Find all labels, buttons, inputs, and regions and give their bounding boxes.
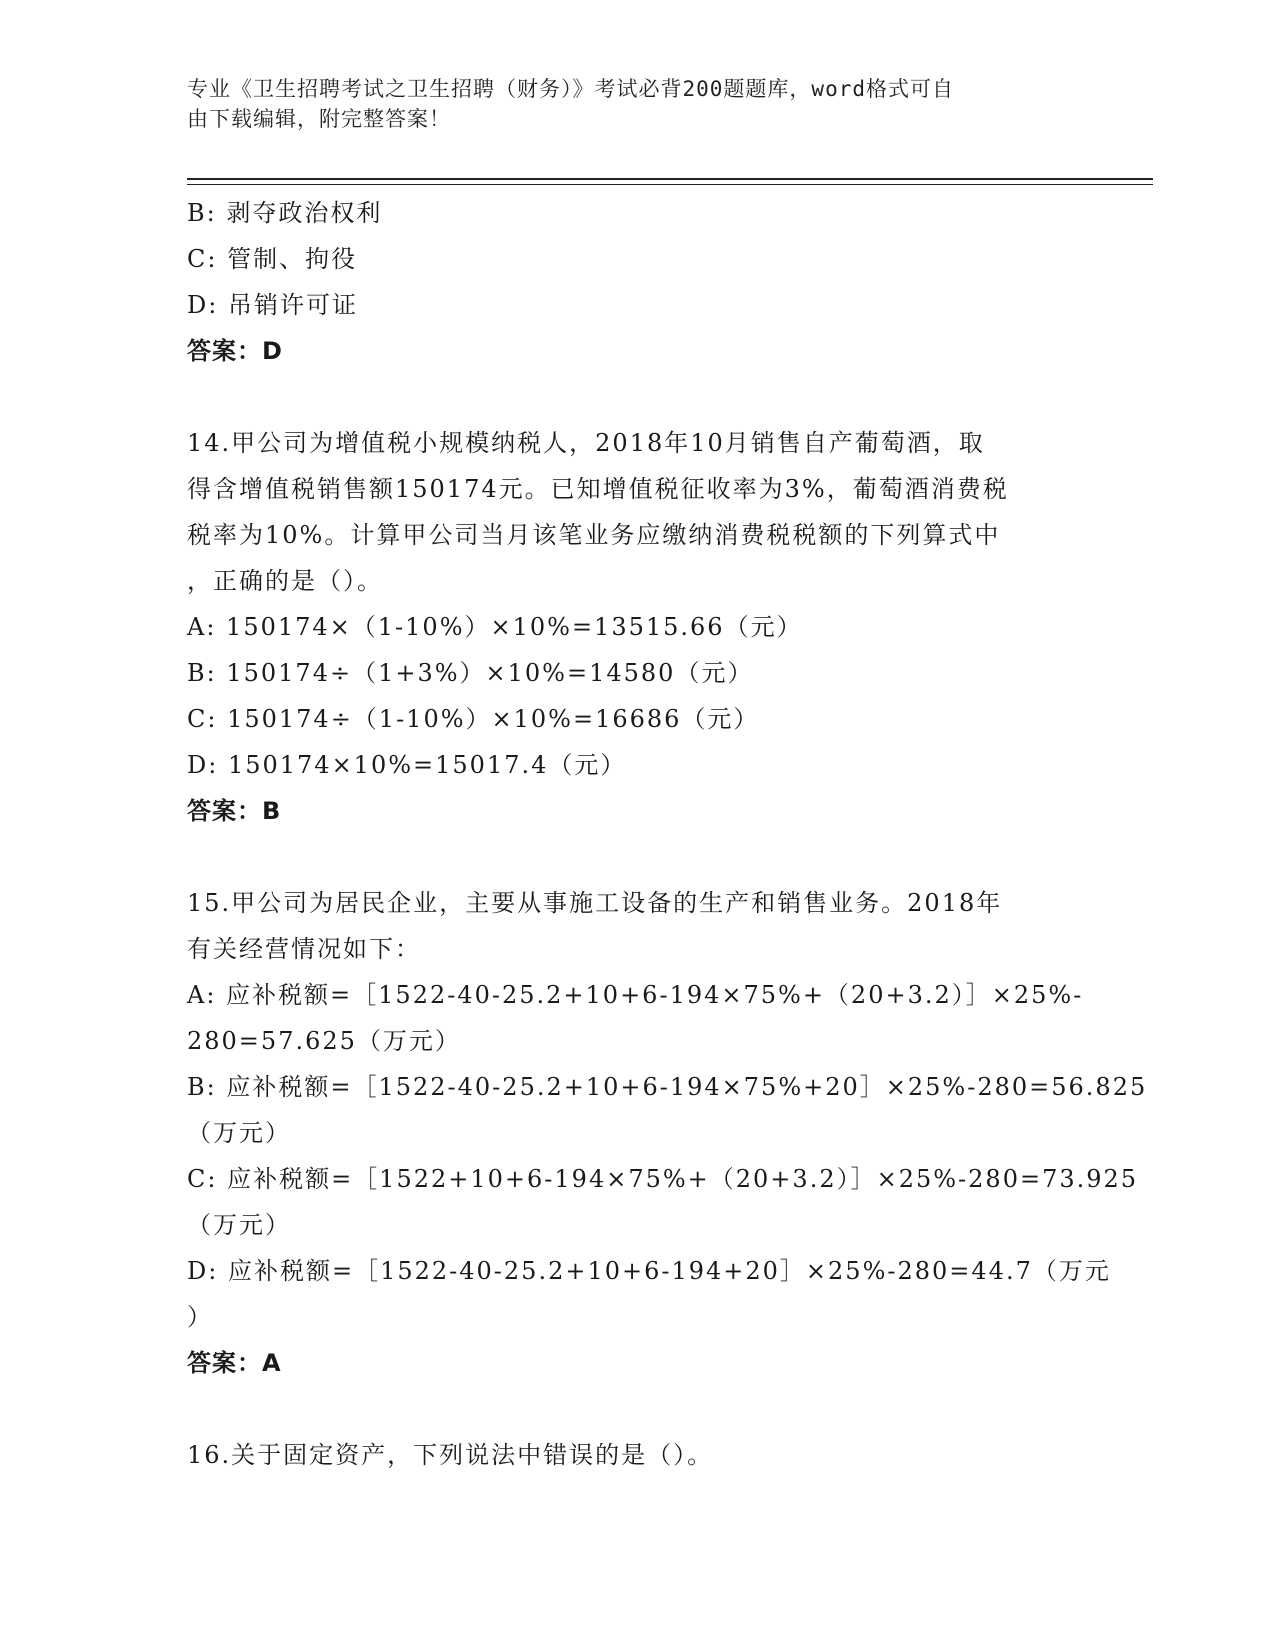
option-b: B: 150174÷（1+3%）×10%=14580（元） xyxy=(187,659,754,687)
answer: 答案：A xyxy=(187,1349,282,1377)
header-divider-thin xyxy=(187,184,1153,185)
question-stem-line: 得含增值税销售额150174元。已知增值税征收率为3%，葡萄酒消费税 xyxy=(187,475,1009,503)
option-a: A: 150174×（1-10%）×10%=13515.66（元） xyxy=(187,613,803,641)
header-line-1: 专业《卫生招聘考试之卫生招聘（财务）》考试必背200题题库，word格式可自 xyxy=(187,77,954,101)
question-stem-line: 16.关于固定资产，下列说法中错误的是（）。 xyxy=(187,1441,714,1469)
option-b: B: 剥夺政治权利 xyxy=(187,199,383,227)
header-divider-thick xyxy=(187,178,1153,180)
question-stem-line: 有关经营情况如下： xyxy=(187,935,421,963)
question-stem-line: 15.甲公司为居民企业，主要从事施工设备的生产和销售业务。2018年 xyxy=(187,889,1003,917)
document-body xyxy=(187,190,1148,1478)
answer: 答案：D xyxy=(187,337,283,365)
document-header xyxy=(187,74,1067,134)
option-a: A: 应补税额=［1522-40-25.2+10+6-194×75%+（20+3.2）］×25%- xyxy=(187,981,1084,1009)
question-stem-line: ，正确的是（）。 xyxy=(187,567,383,595)
question-14 xyxy=(187,420,1087,834)
option-d-continued: ） xyxy=(187,1303,213,1331)
question-15 xyxy=(187,880,1148,1386)
option-c: C: 应补税额=［1522+10+6-194×75%+（20+3.2）］×25%-280=73.925 xyxy=(187,1165,1139,1193)
option-a-continued: 280=57.625（万元） xyxy=(187,1027,461,1055)
header-line-2: 由下载编辑，附完整答案！ xyxy=(187,107,451,131)
option-c: C: 150174÷（1-10%）×10%=16686（元） xyxy=(187,705,760,733)
option-b-continued: （万元） xyxy=(187,1119,291,1147)
option-c: C: 管制、拘役 xyxy=(187,245,358,273)
option-d: D: 应补税额=［1522-40-25.2+10+6-194+20］×25%-280=44.7（万元 xyxy=(187,1257,1111,1285)
answer: 答案：B xyxy=(187,797,282,825)
option-c-continued: （万元） xyxy=(187,1211,291,1239)
option-d: D: 吊销许可证 xyxy=(187,291,358,319)
option-d: D: 150174×10%=15017.4（元） xyxy=(187,751,627,779)
question-stem-line: 税率为10%。计算甲公司当月该笔业务应缴纳消费税税额的下列算式中 xyxy=(187,521,1001,549)
option-b: B: 应补税额=［1522-40-25.2+10+6-194×75%+20］×25%-280=56.825 xyxy=(187,1073,1148,1101)
question-16 xyxy=(187,1432,1087,1478)
question-stem-line: 14.甲公司为增值税小规模纳税人，2018年10月销售自产葡萄酒，取 xyxy=(187,429,985,457)
question-13-tail xyxy=(187,190,1087,374)
